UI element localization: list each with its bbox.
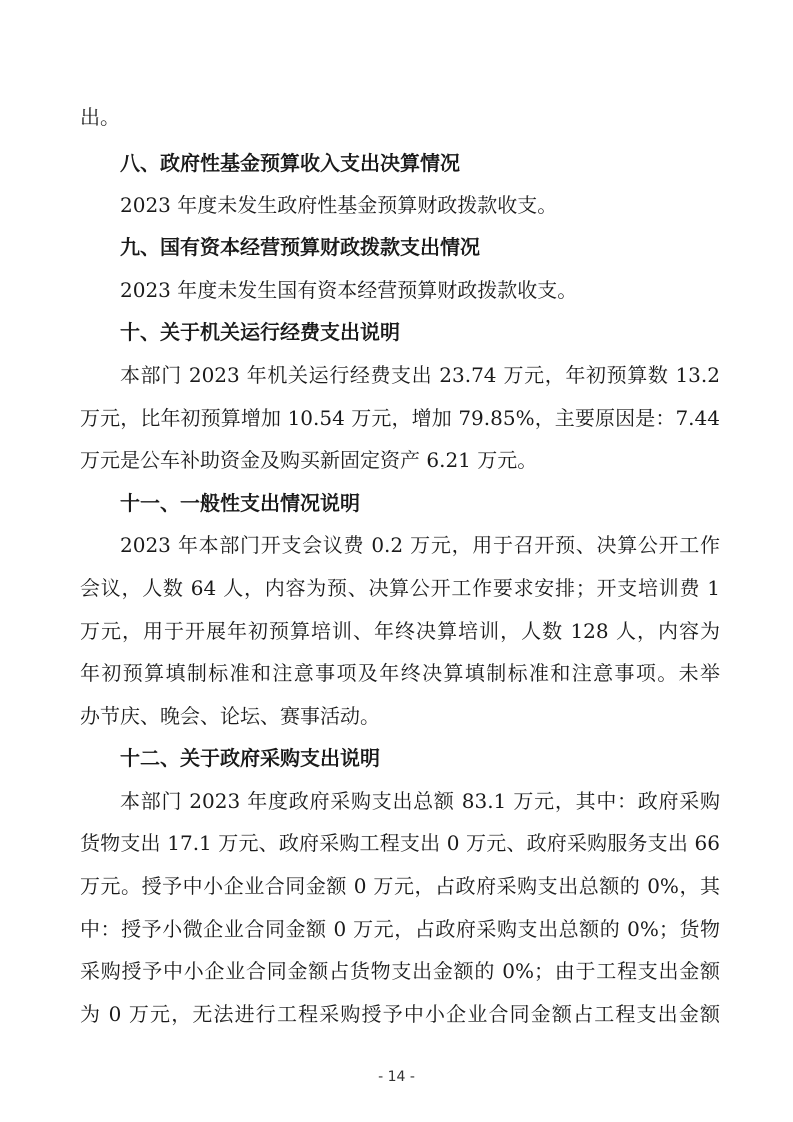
paragraph-line: 万元，比年初预算增加 10.54 万元，增加 79.85%，主要原因是：7.44: [80, 406, 720, 430]
paragraph-line: 万元是公车补助资金及购买新固定资产 6.21 万元。: [80, 448, 538, 472]
paragraph-line: 本部门 2023 年度政府采购支出总额 83.1 万元，其中：政府采购: [120, 789, 720, 813]
paragraph-line: 中：授予小微企业合同金额 0 万元，占政府采购支出总额的 0%；货物: [80, 917, 720, 941]
paragraph-line: 万元。授予中小企业合同金额 0 万元，占政府采购支出总额的 0%，其: [80, 874, 720, 898]
section-heading-11: 十一、一般性支出情况说明: [120, 491, 360, 515]
page-number: - 14 -: [378, 1069, 415, 1085]
paragraph-line: 为 0 万元，无法进行工程采购授予中小企业合同金额占工程支出金额: [80, 1002, 720, 1026]
section-heading-9: 九、国有资本经营预算财政拨款支出情况: [120, 235, 480, 259]
paragraph-line: 采购授予中小企业合同金额占货物支出金额的 0%；由于工程支出金额: [80, 959, 720, 983]
paragraph-line: 2023 年度未发生政府性基金预算财政拨款收支。: [120, 193, 558, 217]
paragraph-line: 年初预算填制标准和注意事项及年终决算填制标准和注意事项。未举: [80, 661, 720, 685]
section-heading-12: 十二、关于政府采购支出说明: [120, 746, 380, 770]
continuation-text: 出。: [80, 105, 120, 129]
section-heading-8: 八、政府性基金预算收入支出决算情况: [120, 151, 460, 175]
paragraph-line: 货物支出 17.1 万元、政府采购工程支出 0 万元、政府采购服务支出 66: [80, 831, 720, 855]
paragraph-line: 办节庆、晚会、论坛、赛事活动。: [80, 704, 380, 728]
paragraph-line: 万元，用于开展年初预算培训、年终决算培训，人数 128 人，内容为: [80, 619, 720, 643]
section-heading-10: 十、关于机关运行经费支出说明: [120, 320, 400, 344]
paragraph-line: 会议，人数 64 人，内容为预、决算公开工作要求安排；开支培训费 1: [80, 576, 720, 600]
paragraph-line: 2023 年度未发生国有资本经营预算财政拨款收支。: [120, 278, 578, 302]
paragraph-line: 2023 年本部门开支会议费 0.2 万元，用于召开预、决算公开工作: [120, 533, 720, 557]
paragraph-line: 本部门 2023 年机关运行经费支出 23.74 万元，年初预算数 13.2: [120, 363, 720, 387]
